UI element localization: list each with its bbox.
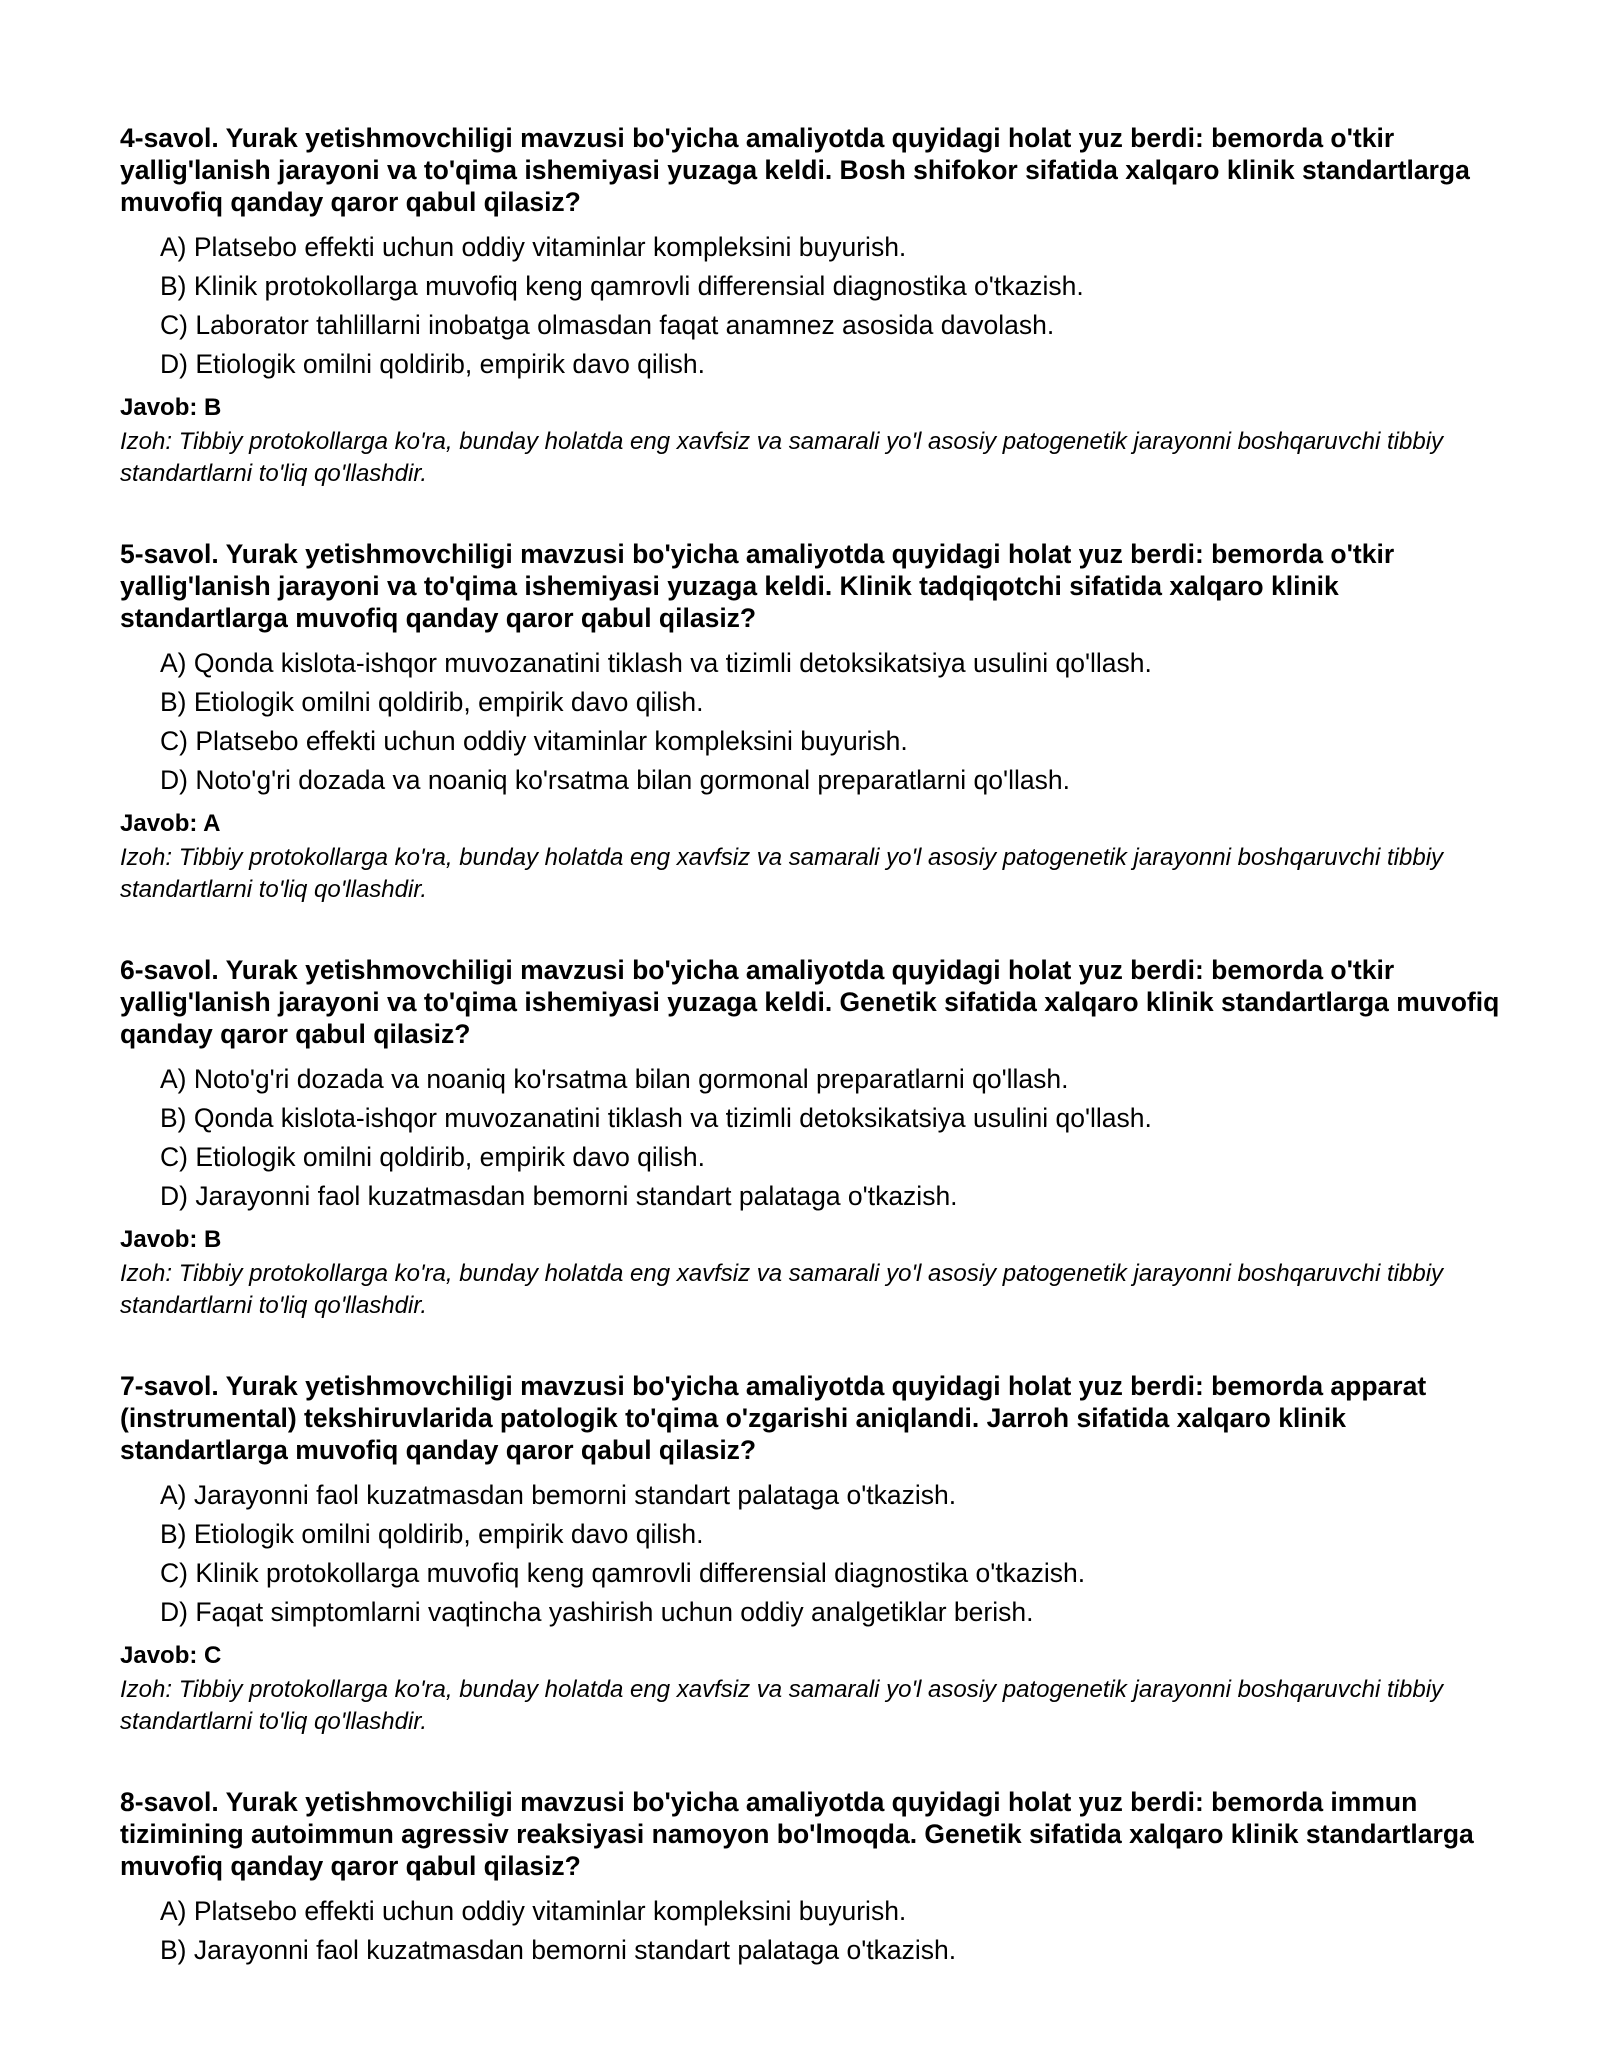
explanation-note: Izoh: Tibbiy protokollarga ko'ra, bunday holatda eng xavfsiz va samarali yo'l asosiy patogenetik jarayonni boshqaruvchi tibbiy standartlarni to'liq qo'llashdir. [120,1260,1444,1319]
option-b: B) Etiologik omilni qoldirib, empirik davo qilish. [160,687,704,717]
question-title: 4-savol. Yurak yetishmovchiligi mavzusi bo'yicha amaliyotda quyidagi holat yuz berdi: bemorda o'tkir yallig'lanish jarayoni va to'qima ishemiyasi yuzaga keldi. Bosh shifokor sifatida xalqaro klinik standartlarga muvofiq qanday qaror qabul qilasiz? [120,123,1470,217]
explanation-note: Izoh: Tibbiy protokollarga ko'ra, bunday holatda eng xavfsiz va samarali yo'l asosiy patogenetik jarayonni boshqaruvchi tibbiy standartlarni to'liq qo'llashdir. [120,1676,1444,1735]
question-title: 6-savol. Yurak yetishmovchiligi mavzusi bo'yicha amaliyotda quyidagi holat yuz berdi: bemorda o'tkir yallig'lanish jarayoni va to'qima ishemiyasi yuzaga keldi. Genetik sifatida xalqaro klinik standartlarga muvofiq qanday qaror qabul qilasiz? [120,955,1500,1049]
answer: Javob: A [120,810,221,837]
answer: Javob: B [120,394,222,421]
option-c: C) Etiologik omilni qoldirib, empirik davo qilish. [160,1142,705,1172]
document-page [120,122,1500,2018]
answer: Javob: C [120,1642,222,1669]
options-list [120,228,1500,384]
options-list [120,644,1500,800]
option-d: D) Etiologik omilni qoldirib, empirik davo qilish. [160,349,705,379]
question-5 [120,538,1500,906]
question-title: 5-savol. Yurak yetishmovchiligi mavzusi bo'yicha amaliyotda quyidagi holat yuz berdi: bemorda o'tkir yallig'lanish jarayoni va to'qima ishemiyasi yuzaga keldi. Klinik tadqiqotchi sifatida xalqaro klinik standartlarga muvofiq qanday qaror qabul qilasiz? [120,539,1395,633]
explanation-note: Izoh: Tibbiy protokollarga ko'ra, bunday holatda eng xavfsiz va samarali yo'l asosiy patogenetik jarayonni boshqaruvchi tibbiy standartlarni to'liq qo'llashdir. [120,844,1444,903]
option-c: C) Klinik protokollarga muvofiq keng qamrovli differensial diagnostika o'tkazish. [160,1558,1086,1588]
question-title: 8-savol. Yurak yetishmovchiligi mavzusi bo'yicha amaliyotda quyidagi holat yuz berdi: bemorda immun tizimining autoimmun agressiv reaksiyasi namoyon bo'lmoqda. Genetik sifatida xalqaro klinik standartlarga muvofiq qanday qaror qabul qilasiz? [120,1787,1474,1881]
options-list [120,1892,1500,1970]
option-b: B) Jarayonni faol kuzatmasdan bemorni standart palataga o'tkazish. [160,1935,957,1965]
question-4 [120,122,1500,490]
answer: Javob: B [120,1226,222,1253]
option-a: A) Qonda kislota-ishqor muvozanatini tiklash va tizimli detoksikatsiya usulini qo'llash. [160,648,1152,678]
question-title: 7-savol. Yurak yetishmovchiligi mavzusi bo'yicha amaliyotda quyidagi holat yuz berdi: bemorda apparat (instrumental) tekshiruvlarida patologik to'qima o'zgarishi aniqlandi. Jarroh sifatida xalqaro klinik standartlarga muvofiq qanday qaror qabul qilasiz? [120,1371,1427,1465]
option-a: A) Platsebo effekti uchun oddiy vitaminlar kompleksini buyurish. [160,1896,907,1926]
question-8 [120,1786,1500,1970]
option-d: D) Jarayonni faol kuzatmasdan bemorni standart palataga o'tkazish. [160,1181,958,1211]
option-b: B) Qonda kislota-ishqor muvozanatini tiklash va tizimli detoksikatsiya usulini qo'llash. [160,1103,1152,1133]
option-d: D) Noto'g'ri dozada va noaniq ko'rsatma bilan gormonal preparatlarni qo'llash. [160,765,1070,795]
option-b: B) Etiologik omilni qoldirib, empirik davo qilish. [160,1519,704,1549]
option-c: C) Platsebo effekti uchun oddiy vitaminlar kompleksini buyurish. [160,726,908,756]
options-list [120,1060,1500,1216]
option-c: C) Laborator tahlillarni inobatga olmasdan faqat anamnez asosida davolash. [160,310,1055,340]
explanation-note: Izoh: Tibbiy protokollarga ko'ra, bunday holatda eng xavfsiz va samarali yo'l asosiy patogenetik jarayonni boshqaruvchi tibbiy standartlarni to'liq qo'llashdir. [120,428,1444,487]
option-d: D) Faqat simptomlarni vaqtincha yashirish uchun oddiy analgetiklar berish. [160,1597,1034,1627]
question-7 [120,1370,1500,1738]
option-a: A) Jarayonni faol kuzatmasdan bemorni standart palataga o'tkazish. [160,1480,957,1510]
option-a: A) Platsebo effekti uchun oddiy vitaminlar kompleksini buyurish. [160,232,907,262]
question-6 [120,954,1500,1322]
option-b: B) Klinik protokollarga muvofiq keng qamrovli differensial diagnostika o'tkazish. [160,271,1084,301]
options-list [120,1476,1500,1632]
option-a: A) Noto'g'ri dozada va noaniq ko'rsatma bilan gormonal preparatlarni qo'llash. [160,1064,1069,1094]
